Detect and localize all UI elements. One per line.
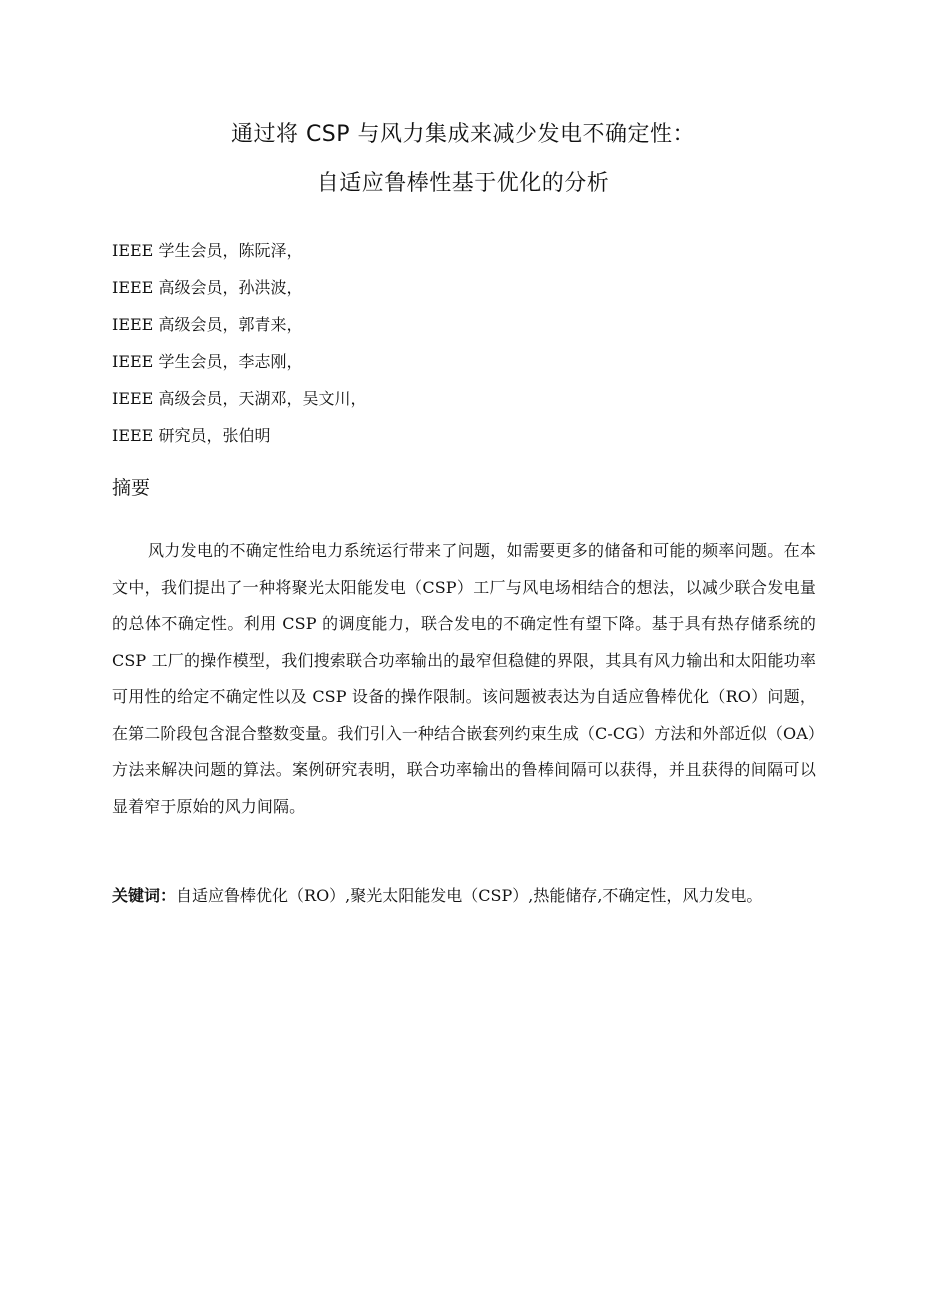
author-line: IEEE 研究员，张伯明 [112, 426, 271, 445]
keywords-section [112, 878, 816, 914]
author-line: IEEE 高级会员，天湖邓，吴文川， [112, 389, 367, 408]
author-line: IEEE 学生会员，陈阮泽， [112, 241, 303, 260]
author-line: IEEE 高级会员，郭青来， [112, 315, 303, 334]
abstract-heading: 摘要 [112, 477, 151, 499]
abstract-paragraph: 风力发电的不确定性给电力系统运行带来了问题，如需要更多的储备和可能的频率问题。在本文中，我们提出了一种将聚光太阳能发电（CSP）工厂与风电场相结合的想法，以减少联合发电量的总体不确定性。利用 CSP 的调度能力，联合发电的不确定性有望下降。基于具有热存储系统的 CSP 工厂的操作模型，我们搜索联合功率输出的最窄但稳健的界限，其具有风力输出和太阳能功率可用性的给定不确定性以及 CSP 设备的操作限制。该问题被表达为自适应鲁棒优化（RO）问题，在第二阶段包含混合整数变量。我们引入一种结合嵌套列约束生成（C-CG）方法和外部近似（OA）方法来解决问题的算法。案例研究表明，联合功率输出的鲁棒间隔可以获得，并且获得的间隔可以显着窄于原始的风力间隔。 [112, 541, 816, 816]
paper-title-line-1: 通过将 CSP 与风力集成来减少发电不确定性： [230, 122, 696, 147]
author-line: IEEE 高级会员，孙洪波， [112, 278, 303, 297]
author-line: IEEE 学生会员，李志刚， [112, 352, 303, 371]
author-list [112, 232, 812, 454]
paper-title-line-2: 自适应鲁棒性基于优化的分析 [316, 171, 610, 196]
keywords-label: 关键词： [112, 886, 177, 905]
keywords-text: 自适应鲁棒优化（RO）,聚光太阳能发电（CSP）,热能储存,不确定性，风力发电。 [176, 886, 763, 905]
